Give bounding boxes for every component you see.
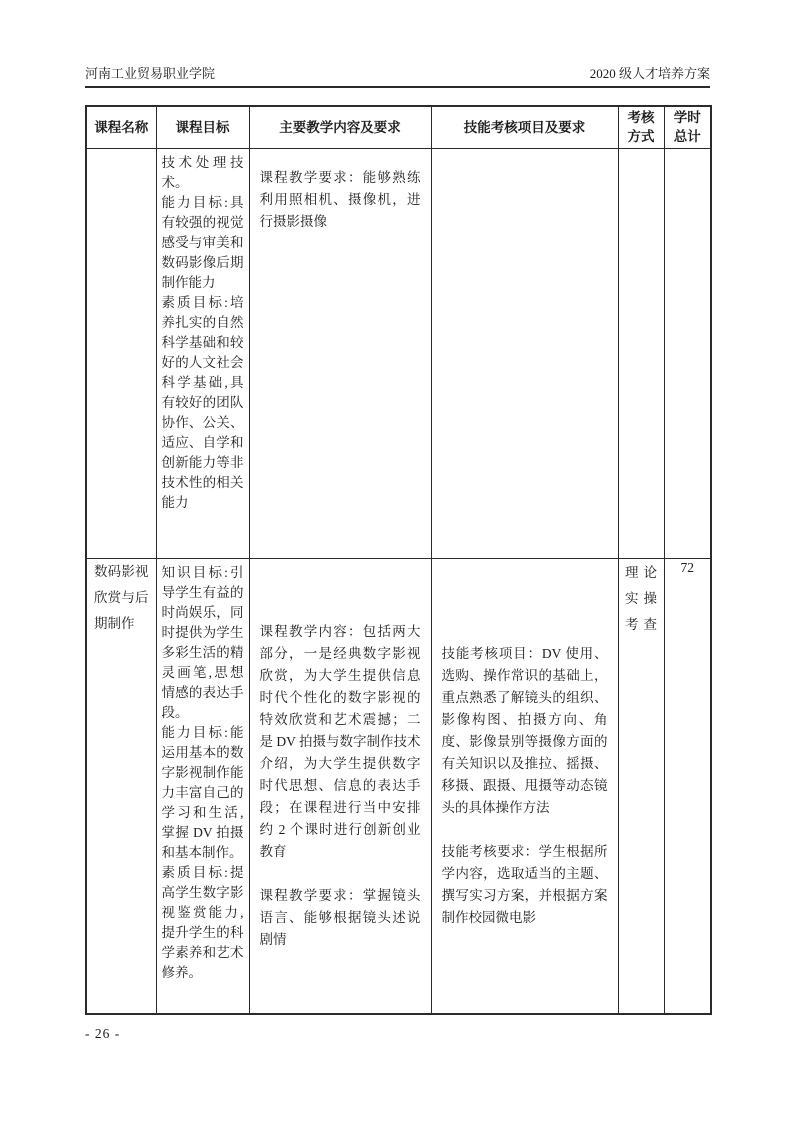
assessment-method-text: 理论实操考查	[625, 564, 657, 632]
cell-total-hours	[664, 148, 711, 558]
teaching-paragraph: 课程教学要求：掌握镜头语言、能够根据镜头述说剧情	[259, 887, 421, 947]
course-name-text: 数码影视欣赏与后期制作	[94, 563, 149, 631]
objective-paragraph: 技术处理技术。	[161, 154, 244, 190]
objective-paragraph: 能力目标:具有较强的视觉感受与审美和数码影像后期制作能力	[161, 194, 244, 290]
cell-course-name	[86, 558, 156, 1014]
cell-assessment-method	[618, 148, 664, 558]
column-header-total-hours: 学时总计	[664, 106, 711, 148]
objective-paragraph: 素质目标:培养扎实的自然科学基础和较好的人文社会科学基础,具有较好的团队协作、公关、适应、自学和创新能力等非技术性的相关能力	[161, 294, 244, 510]
cell-teaching-content	[249, 148, 431, 558]
table-row-continued	[86, 148, 711, 558]
page-number: - 26 -	[85, 1026, 121, 1041]
objective-paragraph: 知识目标:引导学生有益的时尚娱乐，同时提供为学生多彩生活的精灵画笔,思想情感的表达手段。	[161, 564, 244, 720]
objective-paragraph: 素质目标:提高学生数字影视鉴赏能力,提升学生的科学素养和艺术修养。	[161, 864, 244, 980]
column-header-assessment-method: 考核方式	[618, 106, 664, 148]
header-doc-title: 2020 级人才培养方案	[589, 66, 710, 81]
cell-course-name	[86, 148, 156, 558]
objective-paragraph: 能力目标:能运用基本的数字影视制作能力丰富自己的学习和生活,掌握 DV 拍摄和基本制作。	[161, 724, 244, 860]
cell-total-hours: 72	[664, 558, 711, 1014]
cell-course-objectives	[156, 558, 249, 1014]
column-header-teaching-content: 主要教学内容及要求	[249, 106, 431, 148]
column-header-objectives: 课程目标	[156, 106, 249, 148]
cell-course-objectives	[156, 148, 249, 558]
cell-skill-assessment	[431, 148, 618, 558]
cell-skill-assessment	[431, 558, 618, 1014]
curriculum-table	[85, 105, 712, 1015]
teaching-paragraph: 课程教学要求：能够熟练利用照相机、摄像机，进行摄影摄像	[259, 169, 421, 229]
table-header-row	[86, 106, 711, 148]
skill-paragraph: 技能考核要求：学生根据所学内容，选取适当的主题、撰写实习方案，并根据方案制作校园微电影	[441, 843, 608, 925]
teaching-paragraph: 课程教学内容：包括两大部分，一是经典数字影视欣赏，为大学生提供信息时代个性化的数字影视的特效欣赏和艺术震撼；二是 DV 拍摄与数字制作技术介绍，为大学生提供数字时代思想、信息的表达手段；在课程进行当中安排约 2 个课时进行创新创业教育	[259, 623, 421, 859]
header-school-name: 河南工业贸易职业学院	[85, 66, 216, 81]
skill-paragraph: 技能考核项目：DV 使用、选购、操作常识的基础上，重点熟悉了解镜头的组织、影像构图、拍摄方向、角度、影像景别等摄像方面的有关知识以及推拉、摇摄、移摄、跟摄、甩摄等动态镜头的具体操作方法	[441, 645, 608, 815]
cell-assessment-method	[618, 558, 664, 1014]
page-header	[85, 66, 710, 88]
column-header-skill-assessment: 技能考核项目及要求	[431, 106, 618, 148]
cell-teaching-content	[249, 558, 431, 1014]
table-row	[86, 558, 711, 1014]
column-header-course-name: 课程名称	[86, 106, 156, 148]
